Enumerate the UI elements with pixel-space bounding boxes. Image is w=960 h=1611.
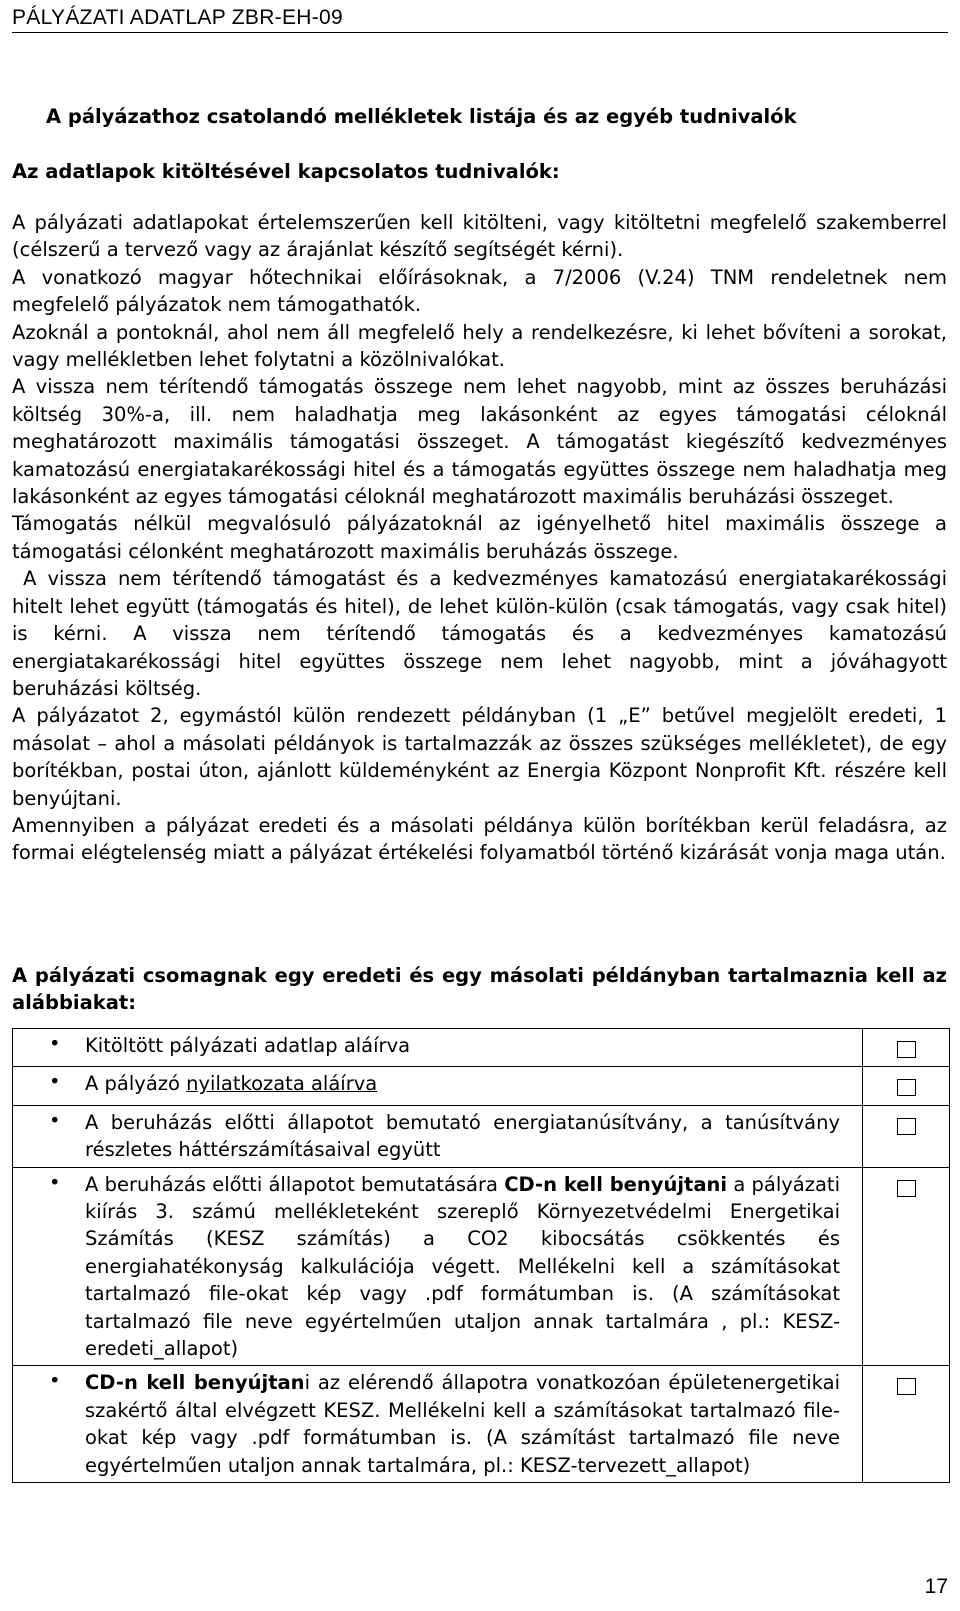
table-row: [13, 1067, 950, 1105]
checkbox-cell: [863, 1366, 950, 1483]
page-number: 17: [924, 1575, 948, 1598]
checkbox[interactable]: [897, 1118, 916, 1135]
section-title: A pályázathoz csatolandó mellékletek listája és az egyéb tudnivalók: [46, 105, 797, 128]
checkbox[interactable]: [897, 1378, 916, 1395]
checkbox[interactable]: [897, 1041, 916, 1058]
checklist-item-text: A beruházás előtti állapotot bemutató energiatanúsítvány, a tanúsítvány részletes háttérszámításaival együtt: [85, 1110, 840, 1162]
bullet-icon: •: [49, 1108, 61, 1132]
checklist-item-text: A pályázó: [85, 1072, 187, 1096]
bullet-icon: •: [49, 1170, 61, 1194]
paragraph: A vonatkozó magyar hőtechnikai előírásoknak, a 7/2006 (V.24) TNM rendeletnek nem megfelelő pályázatok nem támogathatók.: [12, 265, 947, 317]
section-subtitle: Az adatlapok kitöltésével kapcsolatos tudnivalók:: [12, 160, 560, 183]
checklist-table: [12, 1028, 950, 1483]
paragraph: Támogatás nélkül megvalósuló pályázatoknál az igényelhető hitel maximális összege a támogatási célonként meghatározott maximális beruházás összege.: [12, 512, 947, 563]
checklist-item: [13, 1067, 863, 1105]
checkbox[interactable]: [897, 1079, 916, 1096]
underlined-text: nyilatkozata aláírva: [186, 1072, 378, 1096]
checkbox-cell: [863, 1105, 950, 1167]
paragraph: Amennyiben a pályázat eredeti és a másolati példánya külön borítékban kerül feladásra, az formai elégtelenség miatt a pályázat értékelési folyamatból történő kizárását vonja maga után.: [12, 813, 947, 865]
checkbox-cell: [863, 1167, 950, 1366]
bold-text: CD-n kell benyújtan: [85, 1371, 305, 1395]
checkbox[interactable]: [897, 1180, 916, 1197]
checklist-item: [13, 1029, 863, 1067]
paragraph: A vissza nem térítendő támogatást és a kedvezményes kamatozású energiatakarékossági hitelt lehet együtt (támogatás és hitel), de lehet külön-külön (csak támogatás, vagy csak hitel) is kérni. A vissza nem térítendő támogatás és a kedvezményes kamatozású energiatakarékossági hitel együttes összege nem lehet nagyobb, mint a jóváhagyott beruházási költség.: [12, 567, 954, 700]
checklist-item-text: a pályázati kiírás 3. számú mellékleteként szereplő Környezetvédelmi Energetikai Számítás (KESZ számítás) a CO2 kibocsátás csökkentés és energiahatékonyság kalkulációja végett. Mellékelni kell a számításokat tartalmazó file-okat kép vagy .pdf formátumban is. (A számításokat tartalmazó file neve egyértelműen utaljon annak tartalmára , pl.: KESZ-eredeti_allapot): [85, 1172, 847, 1361]
header-text: PÁLYÁZATI ADATLAP ZBR-EH-09: [12, 6, 343, 29]
bullet-icon: •: [49, 1369, 61, 1393]
paragraph: A pályázati adatlapokat értelemszerűen kell kitölteni, vagy kitöltetni megfelelő szakemberrel (célszerű a tervező vagy az árajánlat készítő segítségét kérni).: [12, 211, 947, 262]
paragraph: A vissza nem térítendő támogatás összege nem lehet nagyobb, mint az összes beruházási költség 30%-a, ill. nem haladhatja meg lakásonként az egyes támogatási céloknál meghatározott maximális támogatási összeget. A támogatást kiegészítő kedvezményes kamatozású energiatakarékossági hitel és a támogatás együttes összege nem haladhatja meg lakásonként az egyes támogatási céloknál meghatározott maximális beruházási összeget.: [12, 375, 947, 509]
table-row: [13, 1167, 950, 1366]
paragraph: A pályázatot 2, egymástól külön rendezett példányban (1 „E” betűvel megjelölt eredeti, 1 másolat – ahol a másolati példányok is tartalmazzák az összes szükséges mellékletet), de egy borítékban, postai úton, ajánlott küldeményként az Energia Központ Nonprofit Kft. részére kell benyújtani.: [12, 704, 947, 810]
bullet-icon: •: [49, 1032, 61, 1055]
package-title: A pályázati csomagnak egy eredeti és egy másolati példányban tartalmaznia kell az alábbiakat:: [12, 964, 947, 1015]
checklist-item-text: Kitöltött pályázati adatlap aláírva: [85, 1034, 411, 1057]
table-row: [13, 1366, 950, 1483]
checklist-item-text: A beruházás előtti állapotot bemutatására: [85, 1172, 505, 1196]
bullet-icon: •: [49, 1070, 61, 1094]
bold-text: CD-n kell benyújtani: [504, 1172, 728, 1196]
checklist-item-text: i az elérendő állapotra vonatkozóan épületenergetikai szakértő által elvégzett KESZ. Mellékelni kell a számításokat tartalmazó file-okat kép vagy .pdf formátumban is. (A számítást tartalmazó file neve egyértelműen utaljon annak tartalmára, pl.: KESZ-tervezett_allapot): [85, 1371, 847, 1477]
page-header: [12, 6, 948, 33]
checkbox-cell: [863, 1067, 950, 1105]
checklist-item: [13, 1366, 863, 1483]
paragraph: Azoknál a pontoknál, ahol nem áll megfelelő hely a rendelkezésre, ki lehet bővíteni a sorokat, vagy mellékletben lehet folytatni a közölnivalókat.: [12, 320, 947, 372]
table-row: [13, 1105, 950, 1167]
checkbox-cell: [863, 1029, 950, 1067]
table-row: [13, 1029, 950, 1067]
instructions-body: [12, 209, 954, 867]
checklist-item: [13, 1167, 863, 1366]
checklist-item: [13, 1105, 863, 1167]
